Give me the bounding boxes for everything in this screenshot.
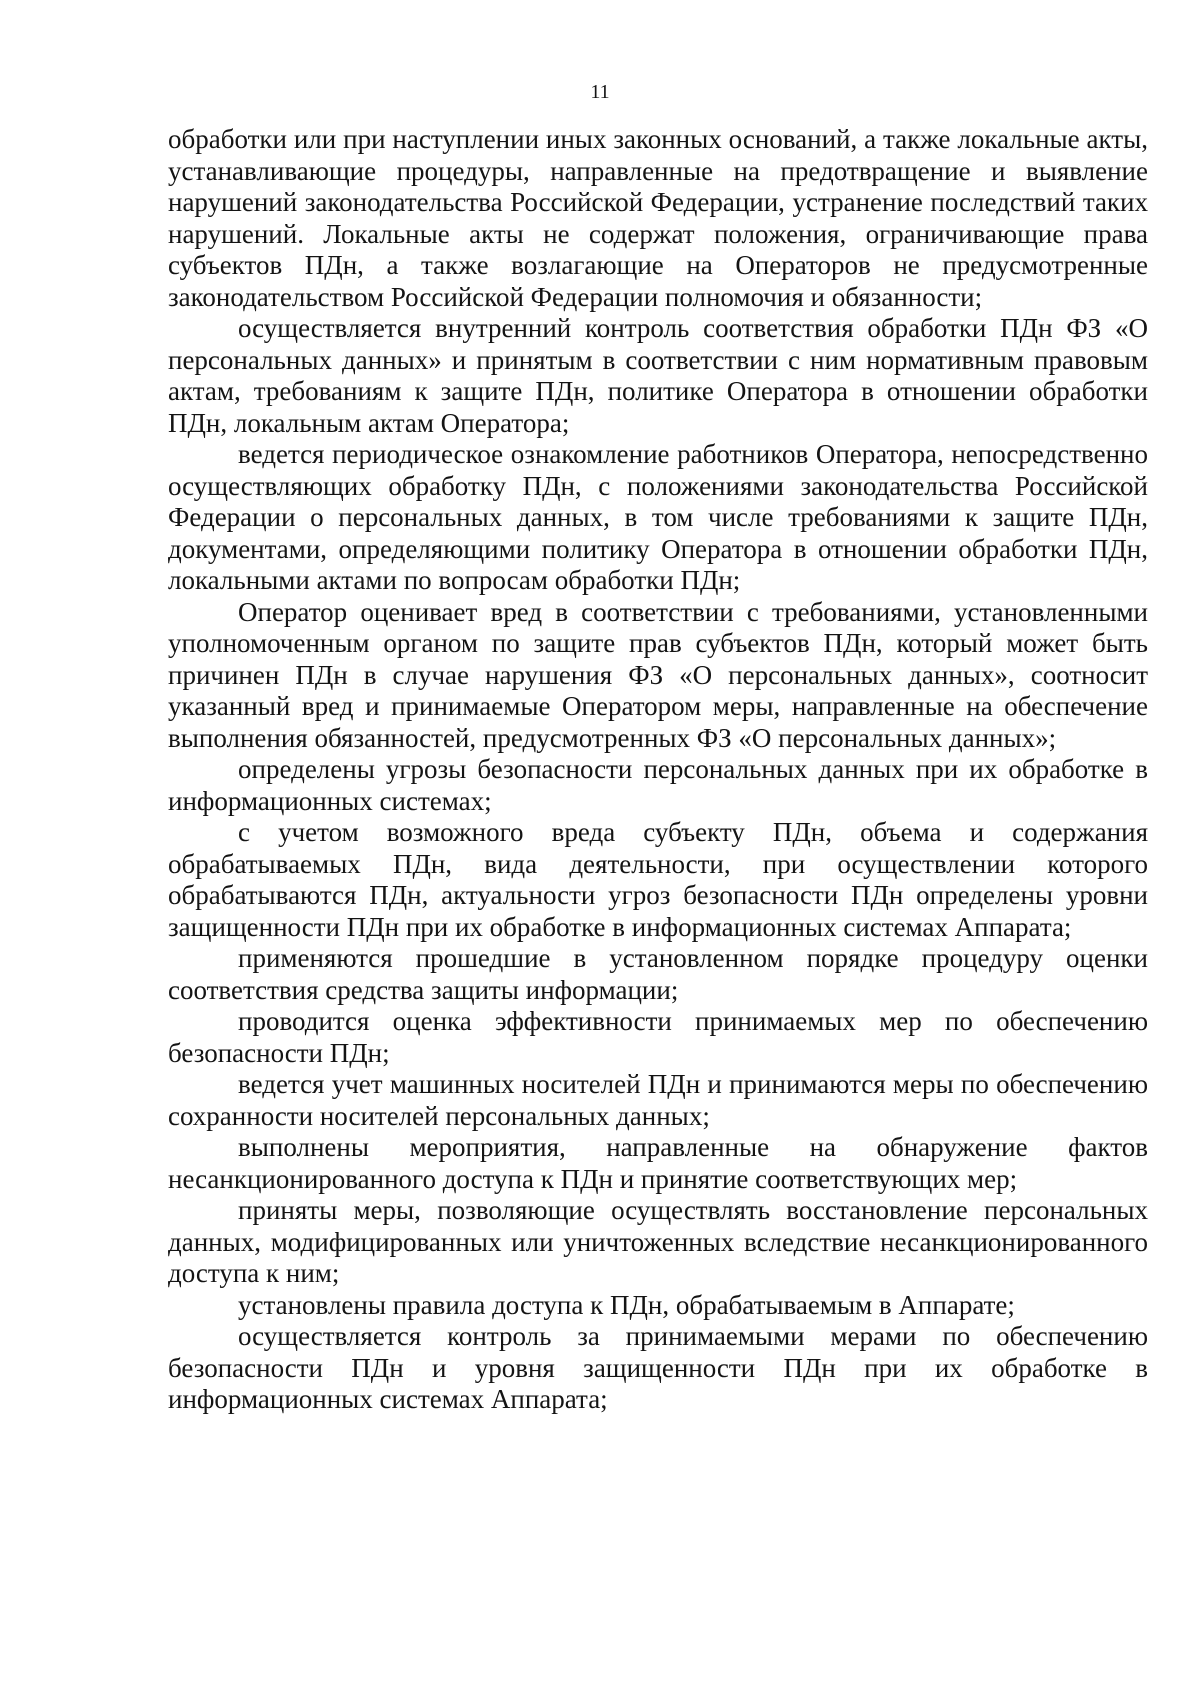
paragraph-continuation: обработки или при наступлении иных законных оснований, а также локальные акты, устанавливающие процедуры, направленные на предотвращение и выявление нарушений законодательства Российской Федерации, устранение последствий таких нарушений. Локальные акты не содержат положения, ограничивающие права субъектов ПДн, а также возлагающие на Операторов не предусмотренные законодательством Российской Федерации полномочия и обязанности; [168,124,1148,312]
document-body [168,124,1148,1416]
paragraph-access-rules: установлены правила доступа к ПДн, обрабатываемым в Аппарате; [238,1289,1015,1320]
page-number: 11 [590,81,610,103]
paragraph-certified-tools: применяются прошедшие в установленном порядке процедуру оценки соответствия средства защиты информации; [168,943,1148,1005]
paragraph-harm-assessment: Оператор оценивает вред в соответствии с требованиями, установленными уполномоченным органом по защите прав субъектов ПДн, который может быть причинен ПДн в случае нарушения ФЗ «О персональных данных», соотносит указанный вред и принимаемые Оператором меры, направленные на обеспечение выполнения обязанностей, предусмотренных ФЗ «О персональных данных»; [168,596,1148,753]
paragraph-measures-control: осуществляется контроль за принимаемыми мерами по обеспечению безопасности ПДн и уровня защищенности ПДн при их обработке в информационных системах Аппарата; [168,1321,1148,1414]
paragraph-media-accounting: ведется учет машинных носителей ПДн и принимаются меры по обеспечению сохранности носителей персональных данных; [168,1069,1148,1131]
paragraph-security-threats: определены угрозы безопасности персональных данных при их обработке в информационных системах; [168,754,1148,816]
paragraph-internal-control: осуществляется внутренний контроль соответствия обработки ПДн ФЗ «О персональных данных» и принятым в соответствии с ним нормативным правовым актам, требованиям к защите ПДн, политике Оператора в отношении обработки ПДн, локальным актам Оператора; [168,313,1148,438]
paragraph-staff-familiarization: ведется периодическое ознакомление работников Оператора, непосредственно осуществляющих обработку ПДн, с положениями законодательства Российской Федерации о персональных данных, в том числе требованиями к защите ПДн, документами, определяющими политику Оператора в отношении обработки ПДн, локальными актами по вопросам обработки ПДн; [168,439,1148,595]
paragraph-protection-levels: с учетом возможного вреда субъекту ПДн, объема и содержания обрабатываемых ПДн, вида деятельности, при осуществлении которого обрабатываются ПДн, актуальности угроз безопасности ПДн определены уровни защищенности ПДн при их обработке в информационных системах Аппарата; [168,817,1148,942]
paragraph-effectiveness-assessment: проводится оценка эффективности принимаемых мер по обеспечению безопасности ПДн; [168,1006,1148,1068]
paragraph-data-recovery: приняты меры, позволяющие осуществлять восстановление персональных данных, модифицированных или уничтоженных вследствие несанкционированного доступа к ним; [168,1195,1148,1288]
paragraph-unauthorized-access-detection: выполнены мероприятия, направленные на обнаружение фактов несанкционированного доступа к ПДн и принятие соответствующих мер; [168,1132,1148,1194]
